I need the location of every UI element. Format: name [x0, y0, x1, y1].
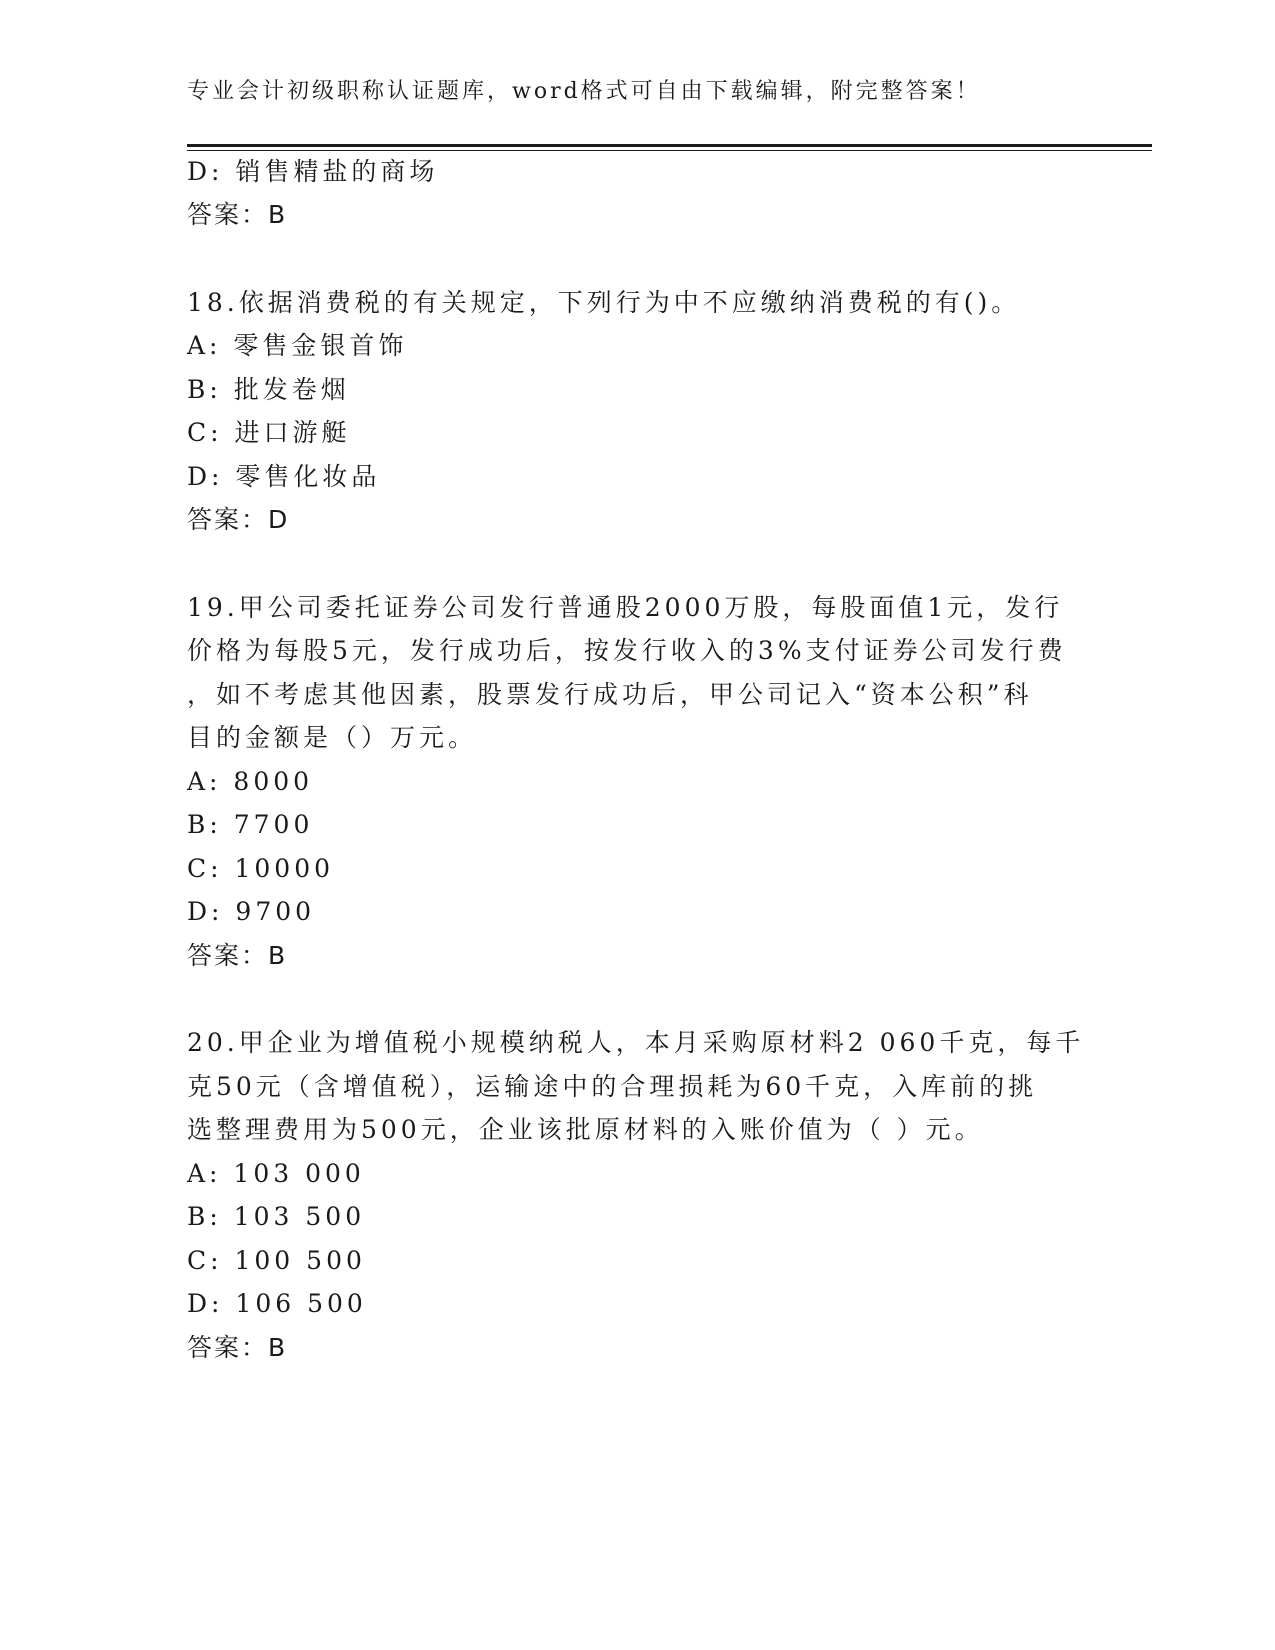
question-20-option-b: B: 103 500: [187, 1202, 366, 1231]
question-19-stem-line-1: 19.甲公司委托证券公司发行普通股2000万股，每股面值1元，发行: [187, 593, 1064, 622]
question-18-option-d: D: 零售化妆品: [187, 462, 381, 491]
header-rule-thick: [187, 144, 1152, 147]
question-18-stem: 18.依据消费税的有关规定，下列行为中不应缴纳消费税的有()。: [187, 288, 1021, 317]
answer: 答案：B: [187, 200, 288, 229]
question-20-stem-line-2: 克50元（含增值税），运输途中的合理损耗为60千克，入库前的挑: [187, 1072, 1038, 1101]
question-20-stem-line-1: 20.甲企业为增值税小规模纳税人，本月采购原材料2 060千克，每千: [187, 1028, 1085, 1057]
question-18-answer: 答案：D: [187, 505, 290, 534]
question-20-stem-line-3: 选整理费用为500元，企业该批原材料的入账价值为（ ）元。: [187, 1115, 984, 1144]
option-d: D: 销售精盐的商场: [187, 157, 439, 186]
question-19-stem-line-3: ，如不考虑其他因素，股票发行成功后，甲公司记入“资本公积”科: [187, 680, 1033, 709]
question-19-stem-line-2: 价格为每股5元，发行成功后，按发行收入的3%支付证券公司发行费: [187, 636, 1067, 665]
question-20-option-a: A: 103 000: [187, 1159, 365, 1188]
page-header: 专业会计初级职称认证题库，word格式可自由下载编辑，附完整答案！: [187, 79, 981, 104]
question-18-option-c: C: 进口游艇: [187, 418, 351, 447]
question-19-option-a: A: 8000: [187, 767, 314, 796]
question-19-option-d: D: 9700: [187, 897, 316, 926]
question-19-answer: 答案：B: [187, 941, 288, 970]
question-19-option-b: B: 7700: [187, 810, 314, 839]
question-20-answer: 答案：B: [187, 1333, 288, 1362]
question-18-option-b: B: 批发卷烟: [187, 375, 350, 404]
header-rule-thin: [187, 150, 1152, 151]
question-20-option-d: D: 106 500: [187, 1289, 367, 1318]
question-19-stem-line-4: 目的金额是（）万元。: [187, 723, 478, 752]
question-18-option-a: A: 零售金银首饰: [187, 331, 408, 360]
question-20-option-c: C: 100 500: [187, 1246, 366, 1275]
question-19-option-c: C: 10000: [187, 854, 335, 883]
